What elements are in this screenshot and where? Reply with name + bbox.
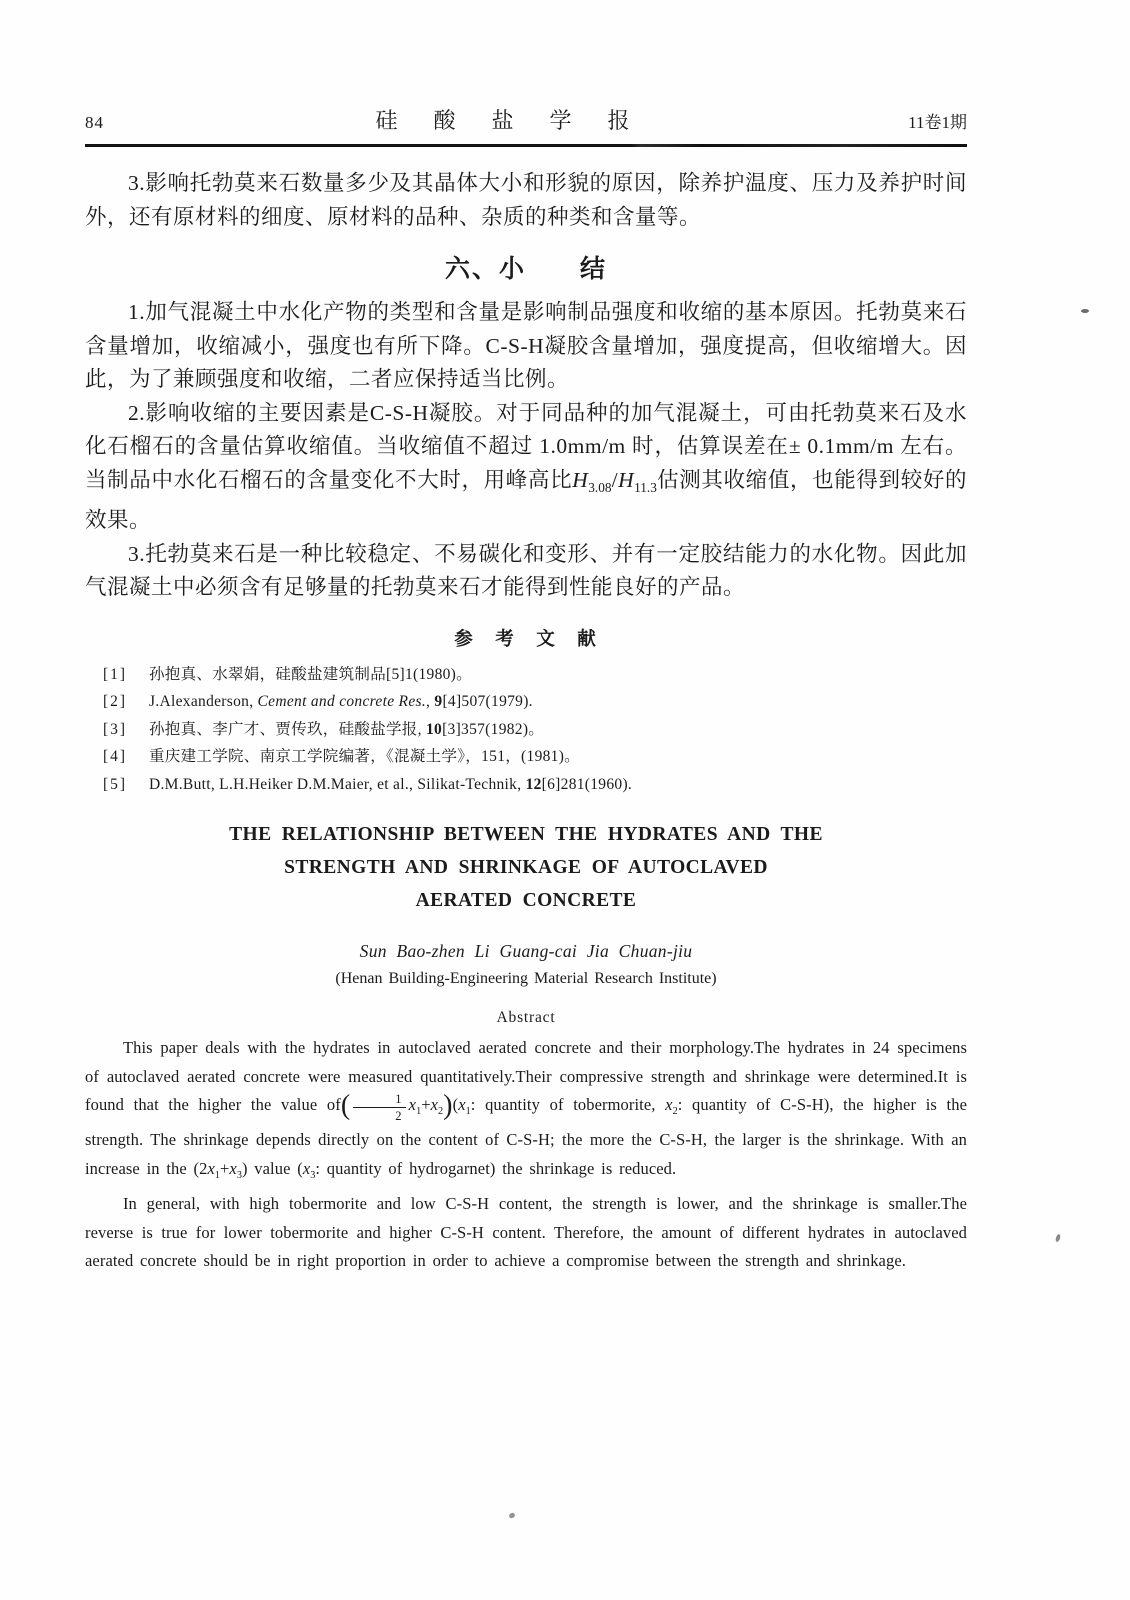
reference-item [103,716,967,744]
abstract-paragraph-2: In general, with high tobermorite and low C-S-H content, the strength is lower, and the shrinkage is smaller.The reverse is true for lower tobermorite and higher C-S-H content. Therefore, the amount of different hydrates in autoclaved aerated concrete should be in right proportion in order to achieve a compromise between the strength and shrinkage. [85,1194,967,1271]
scan-artifact [1055,1234,1061,1243]
reference-text: D.M.Butt, L.H.Heiker D.M.Maier, et al., Silikat-Technik, 12[6]281(1960). [149,775,633,793]
page-content [85,0,967,1276]
summary-point-1: 1.加气混凝土中水化产物的类型和含量是影响制品强度和收缩的基本原因。托勃莫来石含量增加，收缩减小，强度也有所下降。C-S-H凝胶含量增加，强度提高，但收缩增大。因此，为了兼顾强度和收缩，二者应保持适当比例。 [85,300,967,391]
abstract-paragraph-1: This paper deals with the hydrates in autoclaved aerated concrete and their morphology.The hydrates in 24 specimens of autoclaved aerated concrete were measured quantitatively.Their compressive strength and shrinkage were determined.It is found that the higher the value of( $\frac{1}{2}$ $x_1+x_2)(x_1$: quantity of tobermorite, $x_2$: quantity of C-S-H), the higher is the strength. The shrinkage depends directly on the content of C-S-H; the more the C-S-H, the larger is the shrinkage. With an increase in the $(2x_1+x_3)$ value ($x_3$: quantity of hydrogarnet) the shrinkage is reduced. [85,1038,967,1181]
scan-artifact [1081,309,1089,313]
journal-title: 硅 酸 盐 学 报 [375,108,637,133]
references-list [85,661,967,799]
english-title-line-1: THE RELATIONSHIP BETWEEN THE HYDRATES AND THE [229,824,823,846]
reference-number: [1] [103,665,128,683]
reference-text: 孙抱真、李广才、贾传玖，硅酸盐学报, 10[3]357(1982)。 [149,720,545,738]
authors-line: Sun Bao-zhen Li Guang-cai Jia Chuan-jiu [359,941,693,962]
reference-number: [4] [103,748,128,766]
abstract-heading: Abstract [496,1009,556,1027]
english-title [85,818,967,917]
reference-item [103,688,967,716]
page-header [85,104,967,135]
english-title-line-2: STRENGTH AND SHRINKAGE OF AUTOCLAVED [284,857,768,879]
scan-artifact [508,1512,516,1519]
reference-number: [2] [103,693,128,711]
reference-item [103,743,967,771]
reference-text: J.Alexanderson, Cement and concrete Res., 9[4]507(1979). [149,693,533,711]
reference-item [103,771,967,799]
summary-point-2: 2.影响收缩的主要因素是C-S-H凝胶。对于同品种的加气混凝土，可由托勃莫来石及水化石榴石的含量估算收缩值。当收缩值不超过 1.0mm/m 时，估算误差在± 0.1mm/m 左右。当制品中水化石榴石的含量变化不大时，用峰高比$H_{3.08}/H_{11.3}$估测其收缩值，也能得到较好的效果。 [85,400,967,533]
reference-item [103,661,967,689]
volume-issue-label: 11卷1期 [908,113,967,132]
reference-text: 孙抱真、水翠娟，硅酸盐建筑制品[5]1(1980)。 [149,665,472,683]
english-title-line-3: AERATED CONCRETE [415,890,637,912]
paragraph-causes: 3.影响托勃莫来石数量多少及其晶体大小和形貌的原因，除养护温度、压力及养护时间外，还有原材料的细度、原材料的品种、杂质的种类和含量等。 [85,171,967,229]
page-number: 84 [85,113,104,132]
reference-number: [5] [103,775,128,793]
reference-number: [3] [103,720,128,738]
references-heading: 参 考 文 献 [454,629,598,650]
fraction: $\frac{1}{2}$ [353,1092,405,1123]
affiliation-line: (Henan Building-Engineering Material Research Institute) [335,970,717,988]
summary-point-3: 3.托勃莫来石是一种比较稳定、不易碳化和变形、并有一定胶结能力的水化物。因此加气混凝土中必须含有足够量的托勃莫来石才能得到性能良好的产品。 [85,541,967,600]
reference-text: 重庆建工学院、南京工学院编著，《混凝土学》，151，(1981)。 [149,748,580,766]
section-heading-summary: 六、小 结 [444,256,607,283]
header-rule [85,144,967,147]
